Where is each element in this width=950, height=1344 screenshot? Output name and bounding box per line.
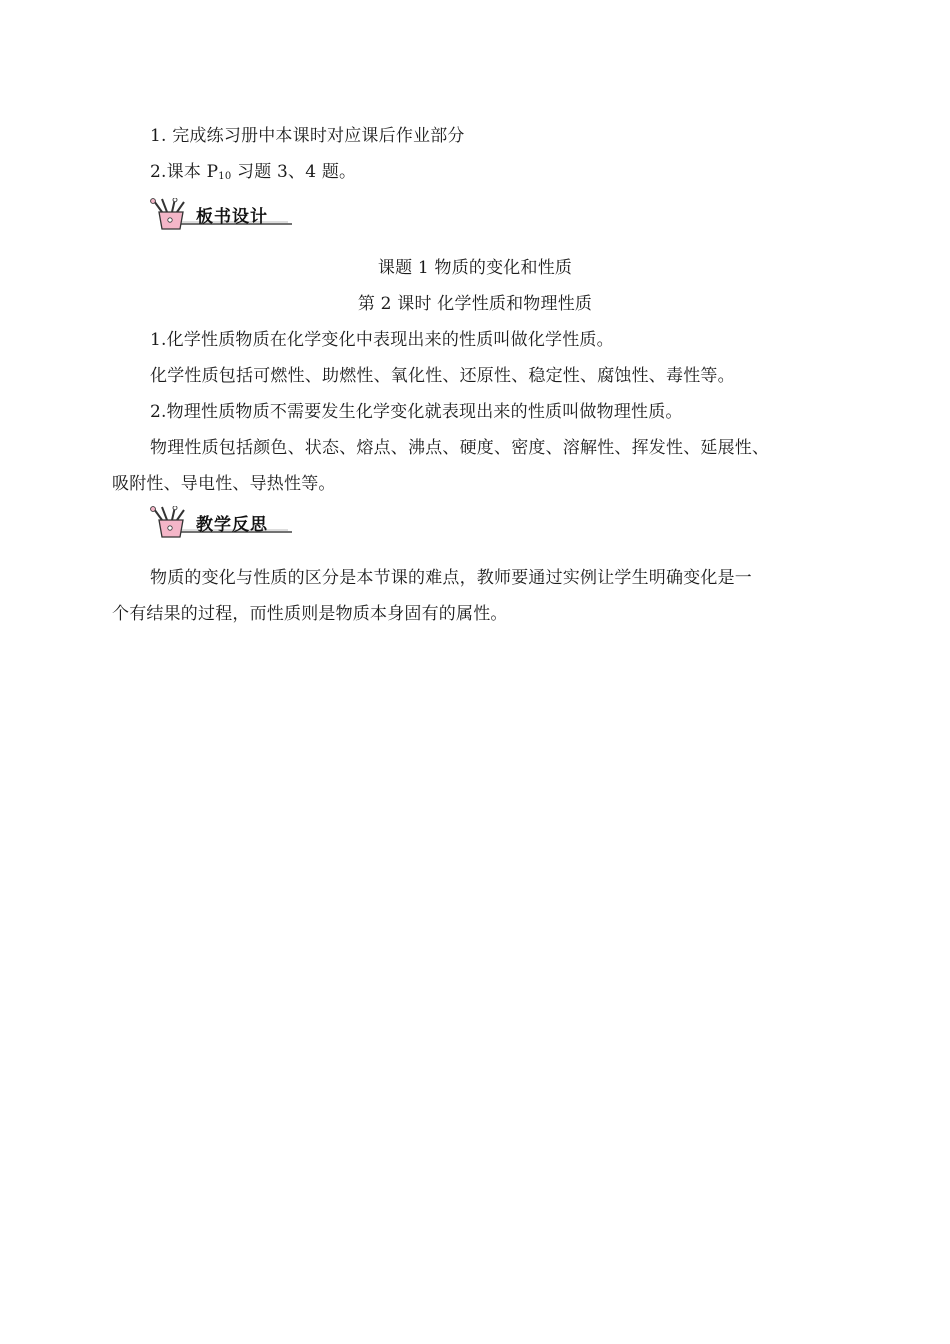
homework-item-2	[150, 160, 356, 184]
board-design-heading-label: 板书设计	[196, 207, 268, 227]
physical-property-examples-line-1: 物理性质包括颜色、状态、熔点、沸点、硬度、密度、溶解性、挥发性、延展性、	[150, 438, 770, 458]
reflection-heading-label: 教学反思	[196, 515, 268, 535]
reflection-heading	[148, 506, 294, 540]
lesson-title: 课题 1 物质的变化和性质	[377, 258, 573, 278]
chemical-property-examples: 化学性质包括可燃性、助燃性、氧化性、还原性、稳定性、腐蚀性、毒性等。	[150, 366, 735, 386]
board-design-heading	[148, 198, 294, 232]
homework-item-2-subscript: 10	[218, 171, 232, 182]
reflection-line-1: 物质的变化与性质的区分是本节课的难点，教师要通过实例让学生明确变化是一	[150, 568, 752, 588]
reflection-line-2: 个有结果的过程，而性质则是物质本身固有的属性。	[112, 604, 508, 624]
homework-item-2-suffix: 习题 3、4 题。	[231, 162, 357, 182]
homework-item-1: 1. 完成练习册中本课时对应课后作业部分	[150, 126, 465, 146]
physical-property-examples-line-2: 吸附性、导电性、导热性等。	[112, 474, 336, 494]
homework-item-2-prefix: 2.课本 P	[150, 162, 219, 182]
chemical-property-definition: 1.化学性质物质在化学变化中表现出来的性质叫做化学性质。	[150, 330, 614, 350]
physical-property-definition: 2.物理性质物质不需要发生化学变化就表现出来的性质叫做物理性质。	[150, 402, 683, 422]
lesson-subtitle: 第 2 课时 化学性质和物理性质	[357, 294, 593, 314]
